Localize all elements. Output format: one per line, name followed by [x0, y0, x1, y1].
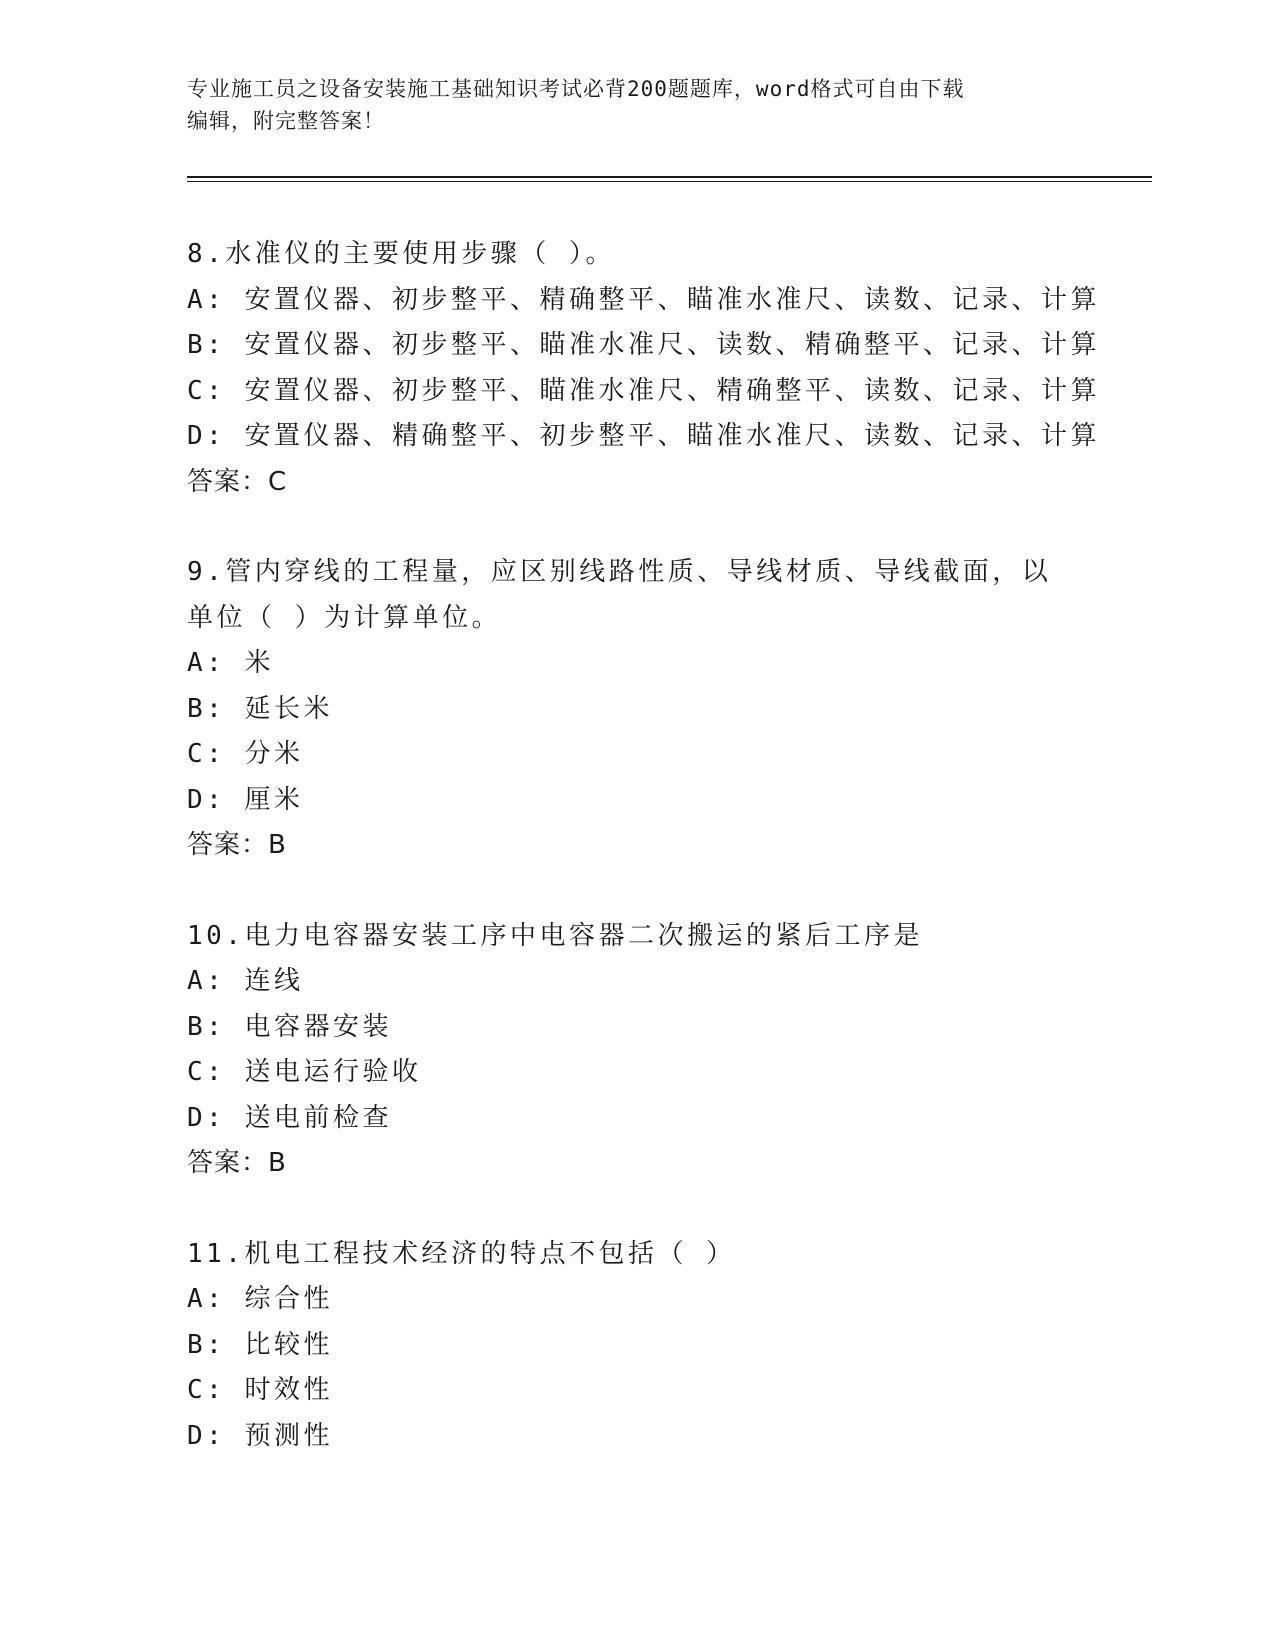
question-8: [187, 232, 1100, 505]
header-line-2: 编辑，附完整答案！: [187, 109, 385, 133]
answer-line: 答案：B: [187, 1148, 287, 1178]
question-11: [187, 1232, 1087, 1460]
option-d: D: 厘米: [187, 784, 304, 815]
option-d: D: 预测性: [187, 1420, 333, 1451]
option-a: A: 米: [187, 648, 274, 678]
question-9: [187, 550, 1087, 869]
option-b: B: 比较性: [187, 1329, 333, 1360]
question-stem: 10.电力电容器安装工序中电容器二次搬运的紧后工序是: [187, 920, 923, 951]
option-c: C: 时效性: [187, 1375, 333, 1405]
question-stem: 9.管内穿线的工程量，应区别线路性质、导线材质、导线截面，以单位（ ）为计算单位。: [187, 557, 1052, 633]
document-header: [187, 73, 1067, 137]
option-d: D: 送电前检查: [187, 1102, 392, 1133]
question-stem: 11.机电工程技术经济的特点不包括（ ）: [187, 1238, 736, 1269]
option-b: B: 电容器安装: [187, 1011, 392, 1042]
option-a: A: 安置仪器、初步整平、精确整平、瞄准水准尺、读数、记录、计算: [187, 284, 1100, 315]
question-list: [187, 232, 1100, 1504]
option-c: C: 送电运行验收: [187, 1057, 422, 1087]
answer-line: 答案：B: [187, 830, 287, 860]
question-10: [187, 914, 1087, 1187]
option-a: A: 综合性: [187, 1284, 333, 1314]
header-divider-thin: [187, 181, 1152, 182]
question-stem: 8.水准仪的主要使用步骤（ ）。: [187, 239, 615, 269]
option-d: D: 安置仪器、精确整平、初步整平、瞄准水准尺、读数、记录、计算: [187, 421, 1100, 451]
option-b: B: 延长米: [187, 693, 333, 724]
header-divider-thick: [187, 176, 1152, 178]
option-b: B: 安置仪器、初步整平、瞄准水准尺、读数、精确整平、记录、计算: [187, 330, 1100, 360]
answer-line: 答案：C: [187, 466, 288, 497]
option-c: C: 分米: [187, 739, 304, 769]
option-c: C: 安置仪器、初步整平、瞄准水准尺、精确整平、读数、记录、计算: [187, 375, 1100, 406]
option-a: A: 连线: [187, 966, 304, 996]
header-line-1: 专业施工员之设备安装施工基础知识考试必背200题题库，word格式可自由下载: [187, 77, 965, 101]
